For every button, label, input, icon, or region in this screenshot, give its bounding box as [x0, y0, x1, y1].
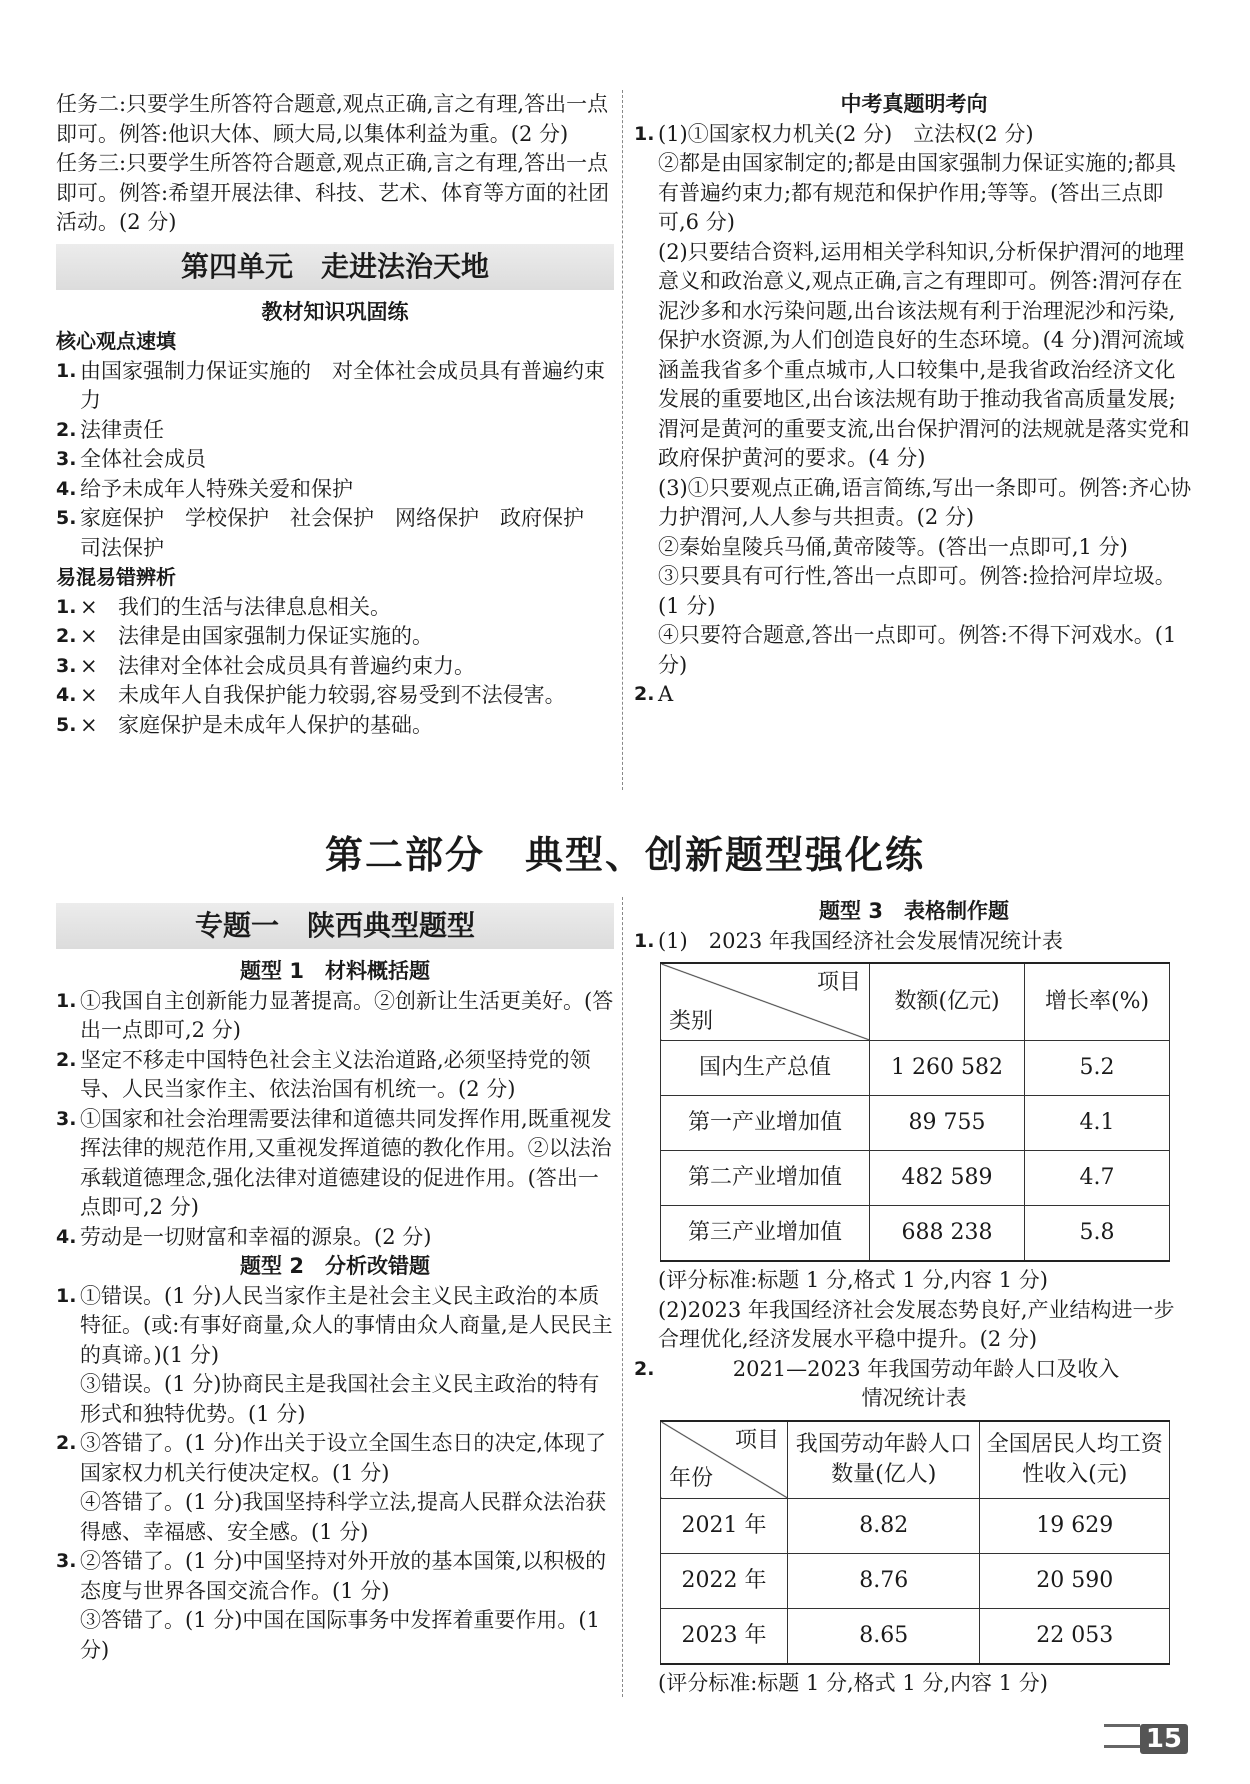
- page-number: 15: [1140, 1724, 1188, 1754]
- exam-heading: 中考真题明考向: [840, 92, 988, 116]
- type3-heading: 题型 3 表格制作题: [819, 899, 1009, 923]
- list-item: 2. 坚定不移走中国特色社会主义法治道路,必须坚持党的领导、人民当家作主、依法治国有机统一。(2 分): [56, 1047, 591, 1101]
- list-item: 2. 法律责任: [56, 417, 164, 442]
- question-2: 2. A: [634, 682, 674, 706]
- table1-caption: 1. (1) 2023 年我国经济社会发展情况统计表: [634, 928, 1063, 953]
- page-decoration: [1104, 1724, 1140, 1748]
- table-header: 全国居民人均工资性收入(元): [980, 1421, 1170, 1499]
- answer-line: (2)只要结合资料,运用相关学科知识,分析保护渭河的地理意义和政治意义,观点正确,言之有理即可。例答:渭河存在泥沙多和水污染问题,出台该法规有利于治理泥沙和污染,保护水资源,为人们创造良好的生态环境。(4 分)渭河流域涵盖我省多个重点城市,人口较集中,是我省政治经济文化发展的重要地区,出台该法规有助于推动我省高质量发展;渭河是黄河的重要支流,出台保护渭河的法规就是落实党和政府保护黄河的要求。(4 分): [658, 239, 1190, 470]
- list-item: 2. × 法律是由国家强制力保证实施的。: [56, 624, 433, 648]
- list-item: 3. × 法律对全体社会成员具有普遍约束力。: [56, 653, 475, 678]
- table2-caption-line2: 情况统计表: [861, 1386, 967, 1410]
- table-header: 我国劳动年龄人口数量(亿人): [788, 1421, 980, 1499]
- list-item: 4. 给予未成年人特殊关爱和保护: [56, 476, 353, 501]
- answer-line: ③只要具有可行性,答出一点即可。例答:捡拾河岸垃圾。(1 分): [658, 564, 1176, 618]
- list-item: 1. ①我国自主创新能力显著提高。②创新让生活更美好。(答出一点即可,2 分): [56, 988, 614, 1042]
- list-item: 3. 全体社会成员: [56, 447, 206, 471]
- table-row: 2022 年 8.76 20 590: [661, 1553, 1170, 1608]
- answer-line: ④只要符合题意,答出一点即可。例答:不得下河戏水。(1 分): [658, 623, 1177, 677]
- table-row: 第一产业增加值 89 755 4.1: [661, 1096, 1170, 1151]
- table-header: 增长率(%): [1025, 963, 1170, 1041]
- part-title: 第二部分 典型、创新题型强化练: [324, 833, 925, 877]
- table1-answer: (2)2023 年我国经济社会发展态势良好,产业结构进一步合理优化,经济发展水平稳中提升。(2 分): [658, 1297, 1175, 1351]
- list-item: 4. 劳动是一切财富和幸福的源泉。(2 分): [56, 1224, 432, 1249]
- table-corner-cell: 项目 类别: [661, 963, 870, 1041]
- list-item: 3. ②答错了。(1 分)中国坚持对外开放的基本国策,以积极的态度与世界各国交流合作。(1 分) ③答错了。(1 分)中国在国际事务中发挥着重要作用。(1 分): [56, 1549, 607, 1662]
- column-divider-top: [622, 90, 623, 790]
- table-header: 数额(亿元): [870, 963, 1025, 1041]
- unit-title: 第四单元 走进法治天地: [56, 244, 614, 290]
- type1-heading: 题型 1 材料概括题: [240, 959, 430, 983]
- table2-caption: 2. 2021—2023 年我国劳动年龄人口及收入: [634, 1356, 1120, 1381]
- table-row: 第三产业增加值 688 238 5.8: [661, 1206, 1170, 1262]
- table-row: 2021 年 8.82 19 629: [661, 1498, 1170, 1553]
- left-column-bottom: [56, 897, 614, 1665]
- answer-line: (3)①只要观点正确,语言简练,写出一条即可。例答:齐心协力护渭河,人人参与共担责。(2 分): [658, 475, 1192, 529]
- table-row: 第二产业增加值 482 589 4.7: [661, 1151, 1170, 1206]
- table-row: 2023 年 8.65 22 053: [661, 1608, 1170, 1664]
- answer-line: ②秦始皇陵兵马俑,黄帝陵等。(答出一点即可,1 分): [658, 534, 1128, 559]
- answer-line: ②都是由国家制定的;都是由国家强制力保证实施的;都具有普遍约束力;都有规范和保护作用;等等。(答出三点即可,6 分): [658, 151, 1177, 234]
- list-item: 1. 由国家强制力保证实施的 对全体社会成员具有普遍约束力: [56, 358, 605, 412]
- list-item: 4. × 未成年人自我保护能力较弱,容易受到不法侵害。: [56, 683, 566, 707]
- labor-table: [660, 1420, 1170, 1665]
- economy-table: [660, 962, 1170, 1262]
- table-row: 国内生产总值 1 260 582 5.2: [661, 1041, 1170, 1096]
- score-note: (评分标准:标题 1 分,格式 1 分,内容 1 分): [658, 1268, 1048, 1292]
- list-item: 5. 家庭保护 学校保护 社会保护 网络保护 政府保护 司法保护: [56, 506, 605, 560]
- list-item: 1. × 我们的生活与法律息息相关。: [56, 594, 391, 619]
- list-item: 3. ①国家和社会治理需要法律和道德共同发挥作用,既重视发挥法律的规范作用,又重视发挥道德的教化作用。②以法治承载道德理念,强化法律对道德建设的促进作用。(答出一点即可,2 分): [56, 1106, 612, 1219]
- answer-line: (1)①国家权力机关(2 分) 立法权(2 分): [658, 121, 1034, 146]
- practice-title: 教材知识巩固练: [261, 299, 409, 324]
- column-divider-bottom: [622, 897, 623, 1697]
- error-heading: 易混易错辨析: [56, 565, 176, 589]
- right-column-top: [634, 90, 1194, 710]
- list-item: 1. ①错误。(1 分)人民当家作主是社会主义民主政治的本质特征。(或:有事好商量,众人的事情由众人商量,是人民民主的真谛。)(1 分) ③错误。(1 分)协商民主是我国社会主义民主政治的特有形式和独特优势。(1 分): [56, 1283, 613, 1426]
- core-heading: 核心观点速填: [56, 329, 176, 353]
- list-item: 5. × 家庭保护是未成年人保护的基础。: [56, 712, 433, 737]
- topic-title: 专题一 陕西典型题型: [56, 903, 614, 949]
- right-column-bottom: [634, 897, 1194, 1698]
- question-1: 1. (1)①国家权力机关(2 分) 立法权(2 分) ②都是由国家制定的;都是由国家强制力保证实施的;都具有普遍约束力;都有规范和保护作用;等等。(答出三点即可,6 分) (2)只要结合资料,运用相关学科知识,分析保护渭河的地理意义和政治意义,观点正确,言之有理即可。例答:渭河存在泥沙多和水污染问题,出台该法规有利于治理泥沙和污染,保护水资源,为人们创造良好的生态环境。(4 分)渭河流域涵盖我省多个重点城市,人口较集中,是我省政治经济文化发展的重要地区,出台该法规有助于推动我省高质量发展;渭河是黄河的重要支流,出台保护渭河的法规就是落实党和政府保护黄河的要求。(4 分) (3)①只要观点正确,语言简练,写出一条即可。例答:齐心协力护渭河,人人参与共担责。(2 分) ②秦始皇陵兵马俑,黄帝陵等。(答出一点即可,1 分) ③只要具有可行性,答出一点即可。例答:捡拾河岸垃圾。(1 分) ④只要符合题意,答出一点即可。例答:不得下河戏水。(1 分): [634, 120, 1194, 681]
- type2-heading: 题型 2 分析改错题: [240, 1254, 430, 1278]
- left-column-top: [56, 90, 614, 740]
- score-note: (评分标准:标题 1 分,格式 1 分,内容 1 分): [658, 1670, 1048, 1695]
- table-corner-cell: 项目 年份: [661, 1421, 788, 1499]
- task3-answer: 任务三:只要学生所答符合题意,观点正确,言之有理,答出一点即可。例答:希望开展法律、科技、艺术、体育等方面的社团活动。(2 分): [56, 151, 610, 234]
- list-item: 2. ③答错了。(1 分)作出关于设立全国生态日的决定,体现了国家权力机关行使决定权。(1 分) ④答错了。(1 分)我国坚持科学立法,提高人民群众法治获得感、幸福感、安全感。(1 分): [56, 1431, 607, 1544]
- task2-answer: 任务二:只要学生所答符合题意,观点正确,言之有理,答出一点即可。例答:他识大体、顾大局,以集体利益为重。(2 分): [56, 92, 609, 146]
